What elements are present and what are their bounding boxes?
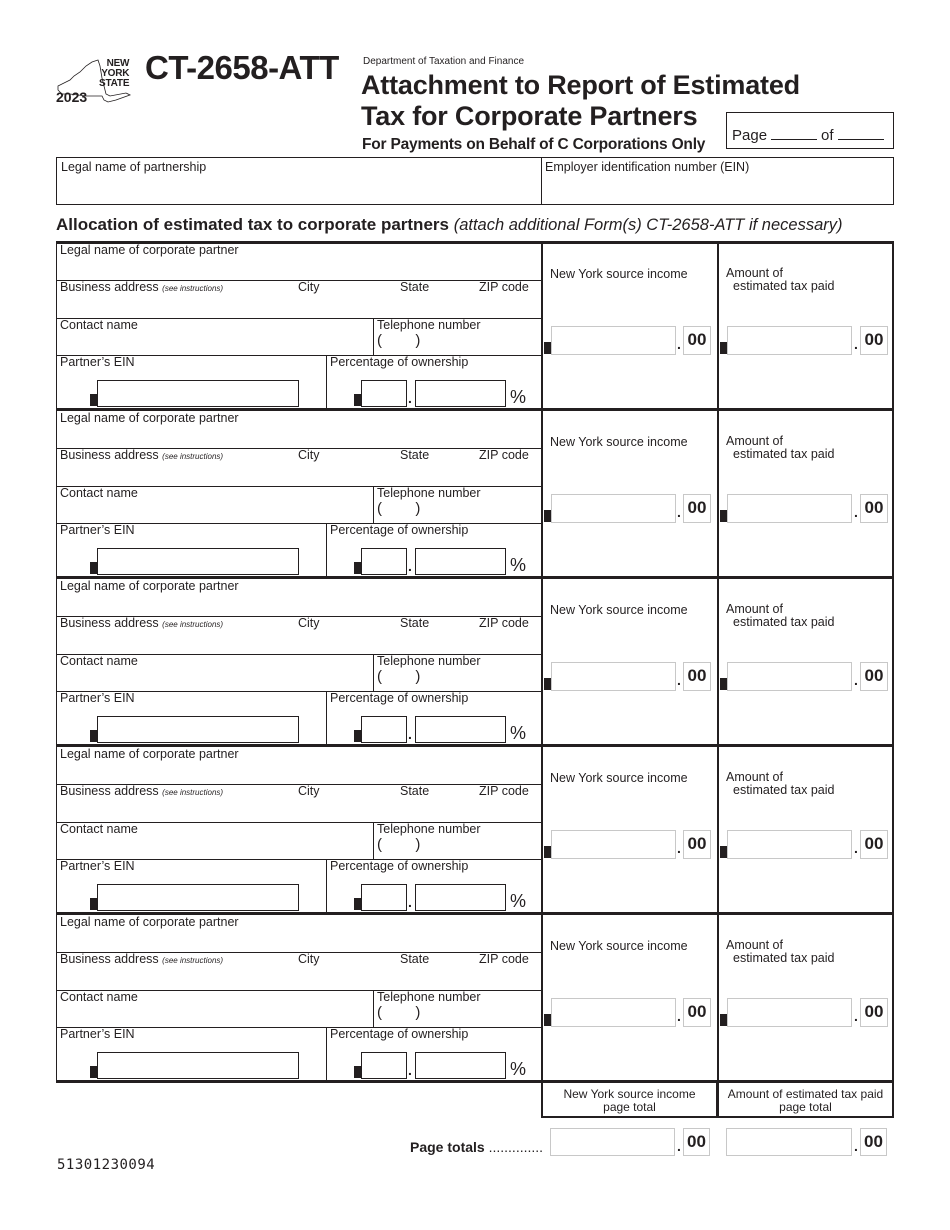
ny-source-income-field[interactable] xyxy=(551,662,676,691)
ny-source-income-label: New York source income xyxy=(550,267,688,281)
ny-income-page-total-field[interactable] xyxy=(550,1128,675,1156)
ein-pct-divider xyxy=(326,1027,327,1081)
scanline-number: 51301230094 xyxy=(57,1157,156,1173)
legal-name-label: Legal name of corporate partner xyxy=(60,411,239,425)
contact-phone-divider xyxy=(373,990,374,1027)
decimal-point: . xyxy=(408,1062,412,1078)
zip-label: ZIP code xyxy=(479,616,529,630)
decimal-point: . xyxy=(854,504,858,520)
zip-label: ZIP code xyxy=(479,952,529,966)
scan-marker xyxy=(354,1066,361,1078)
contact-phone-divider xyxy=(373,822,374,859)
partner-block-2 xyxy=(56,410,894,578)
scan-marker xyxy=(90,562,97,574)
ein-pct-divider xyxy=(326,859,327,913)
partner-ein-label: Partner’s EIN xyxy=(60,1027,135,1041)
city-label: City xyxy=(298,952,320,966)
business-address-label xyxy=(60,784,223,798)
partner-legal-name-field[interactable] xyxy=(58,257,538,279)
see-instructions-note: (see instructions) xyxy=(162,284,224,293)
zip-label: ZIP code xyxy=(479,448,529,462)
page-number-box xyxy=(726,112,894,149)
scan-marker xyxy=(90,730,97,742)
scan-marker xyxy=(90,898,97,910)
scan-marker xyxy=(354,394,361,406)
ny-source-income-label: New York source income xyxy=(550,435,688,449)
tax-paid-label-line2: estimated tax paid xyxy=(733,951,835,965)
partner-phone-field[interactable] xyxy=(427,333,539,354)
see-instructions-note: (see instructions) xyxy=(162,788,224,797)
contact-phone-divider xyxy=(373,318,374,355)
partner-legal-name-field[interactable] xyxy=(58,425,538,447)
ny-income-total-header-line1: New York source income xyxy=(563,1087,696,1101)
decimal-point: . xyxy=(677,336,681,352)
page-totals-label xyxy=(410,1139,543,1155)
ny-income-cents: 00 xyxy=(683,830,711,859)
scan-marker xyxy=(544,846,551,858)
scan-marker xyxy=(720,846,727,858)
pct-decimal-field[interactable] xyxy=(415,716,506,743)
partner-phone-field[interactable] xyxy=(427,1005,539,1026)
partner-ein-label: Partner’s EIN xyxy=(60,355,135,369)
zip-label: ZIP code xyxy=(479,280,529,294)
tax-paid-cents: 00 xyxy=(860,326,888,355)
of-label: of xyxy=(821,127,834,144)
partner-address-field[interactable] xyxy=(58,295,538,317)
ny-source-income-label: New York source income xyxy=(550,771,688,785)
decimal-point: . xyxy=(854,1138,858,1154)
partner-ein-field[interactable] xyxy=(97,1052,299,1079)
pct-ownership-label: Percentage of ownership xyxy=(330,1027,469,1041)
department-name: Department of Taxation and Finance xyxy=(363,56,525,67)
section-note: (attach additional Form(s) CT-2658-ATT if necessary) xyxy=(453,216,843,234)
ny-source-income-label: New York source income xyxy=(550,939,688,953)
scan-marker xyxy=(354,730,361,742)
percent-sign: % xyxy=(510,1059,527,1079)
form-id: CT-2658-ATT xyxy=(145,49,339,86)
business-address-text: Business address xyxy=(60,448,159,462)
pct-ownership-label: Percentage of ownership xyxy=(330,355,469,369)
tax-paid-field[interactable] xyxy=(727,494,852,523)
tax-paid-label xyxy=(726,939,834,965)
ny-income-cents: 00 xyxy=(683,662,711,691)
ny-source-income-field[interactable] xyxy=(551,998,676,1027)
pct-whole-field[interactable] xyxy=(361,380,407,407)
pct-whole-field[interactable] xyxy=(361,884,407,911)
tax-paid-label-line2: estimated tax paid xyxy=(733,279,835,293)
partner-ein-field[interactable] xyxy=(97,716,299,743)
tax-year: 2023 xyxy=(56,89,88,105)
section-title: Allocation of estimated tax to corporate partners xyxy=(56,215,449,234)
partner-contact-field[interactable] xyxy=(58,501,370,522)
partner-ein-field[interactable] xyxy=(97,884,299,911)
partner-block-4 xyxy=(56,746,894,914)
decimal-point: . xyxy=(677,504,681,520)
decimal-point: . xyxy=(677,1138,681,1154)
tax-paid-total-cents: 00 xyxy=(860,1128,887,1156)
tax-paid-total-header-line1: Amount of estimated tax paid xyxy=(727,1087,884,1101)
decimal-point: . xyxy=(408,390,412,406)
leader-dots: .............. xyxy=(488,1139,544,1155)
tax-paid-field[interactable] xyxy=(727,998,852,1027)
tax-paid-total-header-line2: page total xyxy=(779,1100,832,1114)
ny-income-total-header xyxy=(541,1082,718,1118)
telephone-label: Telephone number xyxy=(377,318,481,332)
tax-paid-label-line2: estimated tax paid xyxy=(733,615,835,629)
scan-marker xyxy=(354,898,361,910)
tax-paid-cents: 00 xyxy=(860,830,888,859)
contact-phone-divider xyxy=(373,486,374,523)
see-instructions-note: (see instructions) xyxy=(162,956,224,965)
scan-marker xyxy=(720,678,727,690)
page-count-field[interactable] xyxy=(838,128,884,140)
partner-block-1 xyxy=(56,242,894,410)
pct-ownership-label: Percentage of ownership xyxy=(330,691,469,705)
decimal-point: . xyxy=(854,672,858,688)
tax-paid-label-line1: Amount of xyxy=(726,938,783,952)
tax-paid-cents: 00 xyxy=(860,662,888,691)
telephone-label: Telephone number xyxy=(377,990,481,1004)
business-address-text: Business address xyxy=(60,280,159,294)
page-totals-text: Page totals xyxy=(410,1139,485,1155)
ny-source-income-field[interactable] xyxy=(551,326,676,355)
pct-decimal-field[interactable] xyxy=(415,884,506,911)
business-address-label xyxy=(60,280,223,294)
partner-ein-label: Partner’s EIN xyxy=(60,523,135,537)
contact-name-label: Contact name xyxy=(60,318,138,332)
see-instructions-note: (see instructions) xyxy=(162,452,224,461)
legal-name-label: Legal name of corporate partner xyxy=(60,243,239,257)
ein-pct-divider xyxy=(326,355,327,409)
partner-contact-field[interactable] xyxy=(58,1005,370,1026)
contact-name-label: Contact name xyxy=(60,822,138,836)
ny-source-income-label: New York source income xyxy=(550,603,688,617)
partner-ein-field[interactable] xyxy=(97,380,299,407)
partner-block-5 xyxy=(56,914,894,1082)
ny-income-total-cents: 00 xyxy=(683,1128,710,1156)
contact-name-label: Contact name xyxy=(60,990,138,1004)
ny-income-cents: 00 xyxy=(683,494,711,523)
business-address-text: Business address xyxy=(60,952,159,966)
pct-decimal-field[interactable] xyxy=(415,548,506,575)
business-address-label xyxy=(60,448,223,462)
ein-pct-divider xyxy=(326,691,327,745)
partner-address-field[interactable] xyxy=(58,631,538,653)
page-number-field[interactable] xyxy=(771,128,817,140)
percent-sign: % xyxy=(510,723,527,743)
contact-name-label: Contact name xyxy=(60,654,138,668)
tax-paid-label-line1: Amount of xyxy=(726,770,783,784)
partner-phone-field[interactable] xyxy=(427,837,539,858)
scan-marker xyxy=(720,510,727,522)
state-label: State xyxy=(400,952,430,966)
partner-legal-name-field[interactable] xyxy=(58,929,538,951)
partnership-name-field[interactable] xyxy=(59,176,537,202)
contact-name-label: Contact name xyxy=(60,486,138,500)
telephone-label: Telephone number xyxy=(377,486,481,500)
divider xyxy=(541,158,542,204)
percent-sign: % xyxy=(510,891,527,911)
partnership-name-label: Legal name of partnership xyxy=(61,160,207,174)
phone-area-code-parens: ( ) xyxy=(377,668,421,685)
city-label: City xyxy=(298,448,320,462)
pct-ownership-label: Percentage of ownership xyxy=(330,859,469,873)
phone-area-code-parens: ( ) xyxy=(377,500,421,517)
decimal-point: . xyxy=(408,726,412,742)
scan-marker xyxy=(720,342,727,354)
partnership-ein-label: Employer identification number (EIN) xyxy=(545,160,750,174)
pct-whole-field[interactable] xyxy=(361,1052,407,1079)
partner-phone-field[interactable] xyxy=(427,669,539,690)
scan-marker xyxy=(720,1014,727,1026)
partner-contact-field[interactable] xyxy=(58,333,370,354)
city-label: City xyxy=(298,616,320,630)
partner-address-field[interactable] xyxy=(58,463,538,485)
scan-marker xyxy=(544,1014,551,1026)
partnership-ein-field[interactable] xyxy=(545,176,891,202)
contact-phone-divider xyxy=(373,654,374,691)
zip-label: ZIP code xyxy=(479,784,529,798)
pct-whole-field[interactable] xyxy=(361,716,407,743)
scan-marker xyxy=(90,394,97,406)
business-address-text: Business address xyxy=(60,784,159,798)
phone-area-code-parens: ( ) xyxy=(377,1004,421,1021)
decimal-point: . xyxy=(408,894,412,910)
ny-income-cents: 00 xyxy=(683,998,711,1027)
partner-contact-field[interactable] xyxy=(58,669,370,690)
partner-allocation-grid xyxy=(56,242,894,1082)
scan-marker xyxy=(544,510,551,522)
partner-address-field[interactable] xyxy=(58,799,538,821)
state-label: State xyxy=(400,616,430,630)
scan-marker xyxy=(544,678,551,690)
partner-ein-label: Partner’s EIN xyxy=(60,859,135,873)
decimal-point: . xyxy=(408,558,412,574)
ein-pct-divider xyxy=(326,523,327,577)
tax-paid-label xyxy=(726,267,834,293)
partner-ein-label: Partner’s EIN xyxy=(60,691,135,705)
pct-ownership-label: Percentage of ownership xyxy=(330,523,469,537)
decimal-point: . xyxy=(854,1008,858,1024)
partner-contact-field[interactable] xyxy=(58,837,370,858)
form-title-line-2: Tax for Corporate Partners xyxy=(361,101,698,131)
tax-paid-label xyxy=(726,435,834,461)
state-label: State xyxy=(400,448,430,462)
phone-area-code-parens: ( ) xyxy=(377,836,421,853)
partnership-info xyxy=(56,157,894,205)
logo-line-york: YORK xyxy=(101,68,130,79)
decimal-point: . xyxy=(677,672,681,688)
city-label: City xyxy=(298,280,320,294)
tax-paid-cents: 00 xyxy=(860,494,888,523)
tax-paid-label-line2: estimated tax paid xyxy=(733,783,835,797)
nys-logo xyxy=(56,56,136,106)
decimal-point: . xyxy=(854,336,858,352)
partner-legal-name-field[interactable] xyxy=(58,761,538,783)
business-address-label xyxy=(60,616,223,630)
ny-income-total-header-line2: page total xyxy=(603,1100,656,1114)
scan-marker xyxy=(354,562,361,574)
ny-income-cents: 00 xyxy=(683,326,711,355)
pct-decimal-field[interactable] xyxy=(415,380,506,407)
ny-source-income-field[interactable] xyxy=(551,830,676,859)
page-label: Page xyxy=(732,127,768,144)
city-label: City xyxy=(298,784,320,798)
form-subtitle: For Payments on Behalf of C Corporations Only xyxy=(362,136,706,153)
partner-address-field[interactable] xyxy=(58,967,538,989)
state-label: State xyxy=(400,784,430,798)
telephone-label: Telephone number xyxy=(377,654,481,668)
decimal-point: . xyxy=(677,840,681,856)
tax-paid-label xyxy=(726,771,834,797)
legal-name-label: Legal name of corporate partner xyxy=(60,747,239,761)
tax-paid-field[interactable] xyxy=(727,662,852,691)
percent-sign: % xyxy=(510,387,527,407)
business-address-text: Business address xyxy=(60,616,159,630)
tax-paid-label-line1: Amount of xyxy=(726,266,783,280)
partner-ein-field[interactable] xyxy=(97,548,299,575)
decimal-point: . xyxy=(677,1008,681,1024)
see-instructions-note: (see instructions) xyxy=(162,620,224,629)
pct-whole-field[interactable] xyxy=(361,548,407,575)
section-heading xyxy=(56,215,843,235)
tax-paid-field[interactable] xyxy=(727,326,852,355)
pct-decimal-field[interactable] xyxy=(415,1052,506,1079)
partner-legal-name-field[interactable] xyxy=(58,593,538,615)
logo-line-new: NEW xyxy=(106,58,130,69)
legal-name-label: Legal name of corporate partner xyxy=(60,915,239,929)
legal-name-label: Legal name of corporate partner xyxy=(60,579,239,593)
partner-phone-field[interactable] xyxy=(427,501,539,522)
phone-area-code-parens: ( ) xyxy=(377,332,421,349)
percent-sign: % xyxy=(510,555,527,575)
tax-paid-field[interactable] xyxy=(727,830,852,859)
tax-paid-total-header xyxy=(717,1082,894,1118)
decimal-point: . xyxy=(854,840,858,856)
telephone-label: Telephone number xyxy=(377,822,481,836)
scan-marker xyxy=(544,342,551,354)
tax-paid-cents: 00 xyxy=(860,998,888,1027)
form-title-line-1: Attachment to Report of Estimated xyxy=(361,70,800,100)
partner-block-3 xyxy=(56,578,894,746)
tax-paid-label-line1: Amount of xyxy=(726,602,783,616)
ny-source-income-field[interactable] xyxy=(551,494,676,523)
scan-marker xyxy=(90,1066,97,1078)
business-address-label xyxy=(60,952,223,966)
logo-line-state: STATE xyxy=(99,78,130,89)
tax-paid-label-line2: estimated tax paid xyxy=(733,447,835,461)
state-label: State xyxy=(400,280,430,294)
tax-paid-label xyxy=(726,603,834,629)
tax-paid-page-total-field[interactable] xyxy=(726,1128,852,1156)
tax-paid-label-line1: Amount of xyxy=(726,434,783,448)
